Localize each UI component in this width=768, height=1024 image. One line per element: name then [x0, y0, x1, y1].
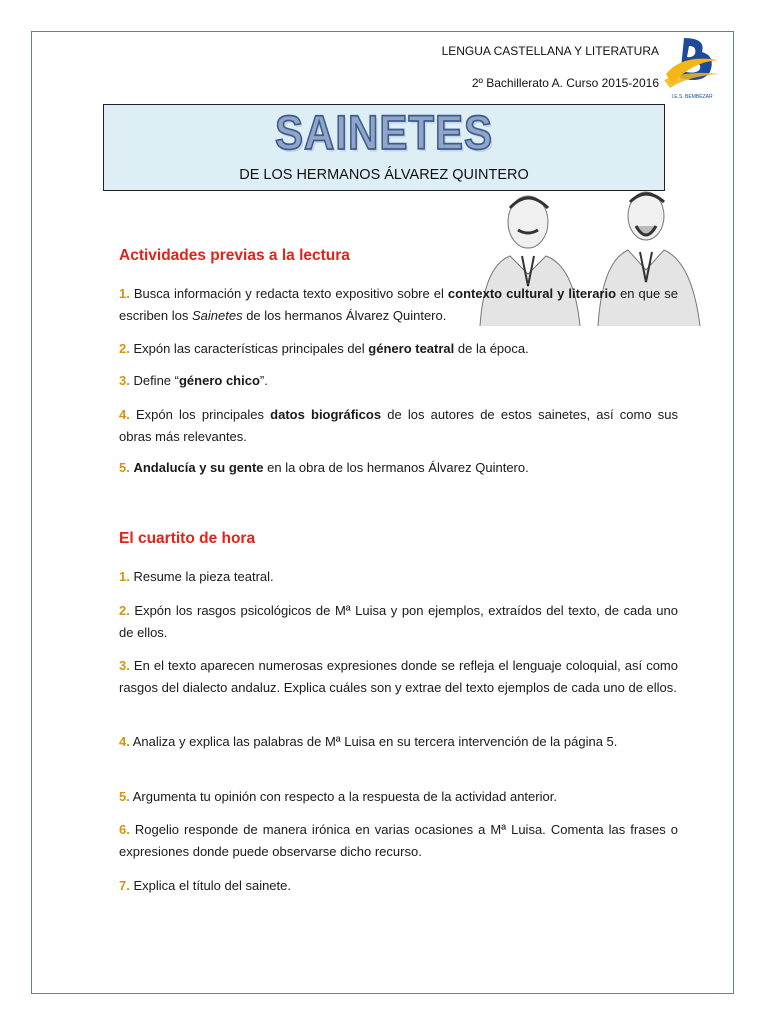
title-box [103, 104, 665, 191]
list-item: 3. En el texto aparecen numerosas expresiones donde se refleja el lenguaje coloquial, así como rasgos del dialecto andaluz. Explica cuáles son y extrae del texto ejemplos de cada uno de ellos. [119, 658, 678, 695]
header-subject: LENGUA CASTELLANA Y LITERATURA [441, 44, 659, 58]
list-item: 2. Expón las características principales del género teatral de la época. [119, 341, 529, 356]
list-item: 7. Explica el título del sainete. [119, 878, 291, 893]
header-course: 2º Bachillerato A. Curso 2015-2016 [471, 76, 659, 90]
list-item: 5. Argumenta tu opinión con respecto a la respuesta de la actividad anterior. [119, 789, 557, 804]
school-logo [662, 34, 722, 102]
list-item: 5. Andalucía y su gente en la obra de los hermanos Álvarez Quintero. [119, 460, 529, 475]
page-title: SAINETES [274, 105, 494, 160]
list-item: 2. Expón los rasgos psicológicos de Mª Luisa y pon ejemplos, extraídos del texto, de cada uno de ellos. [119, 603, 678, 640]
list-item: 1. Resume la pieza teatral. [119, 569, 274, 584]
logo-text: I.E.S. BEMBÉZAR [671, 94, 713, 100]
list-item: 4. Expón los principales datos biográficos de los autores de estos sainetes, así como sus obras más relevantes. [119, 407, 678, 444]
page-subtitle: DE LOS HERMANOS ÁLVAREZ QUINTERO [239, 167, 529, 183]
section-heading-cuartito: El cuartito de hora [119, 530, 256, 547]
list-item: 1. Busca información y redacta texto expositivo sobre el contexto cultural y literario en que se escriben los Sainetes de los hermanos Álvarez Quintero. [119, 286, 679, 323]
list-item: 6. Rogelio responde de manera irónica en varias ocasiones a Mª Luisa. Comenta las frases o expresiones donde puede observarse dicho recurso. [119, 822, 678, 859]
list-item: 4. Analiza y explica las palabras de Mª Luisa en su tercera intervención de la página 5. [119, 734, 618, 749]
list-item: 3. Define “género chico”. [119, 373, 268, 388]
section-heading-previas: Actividades previas a la lectura [119, 247, 350, 264]
